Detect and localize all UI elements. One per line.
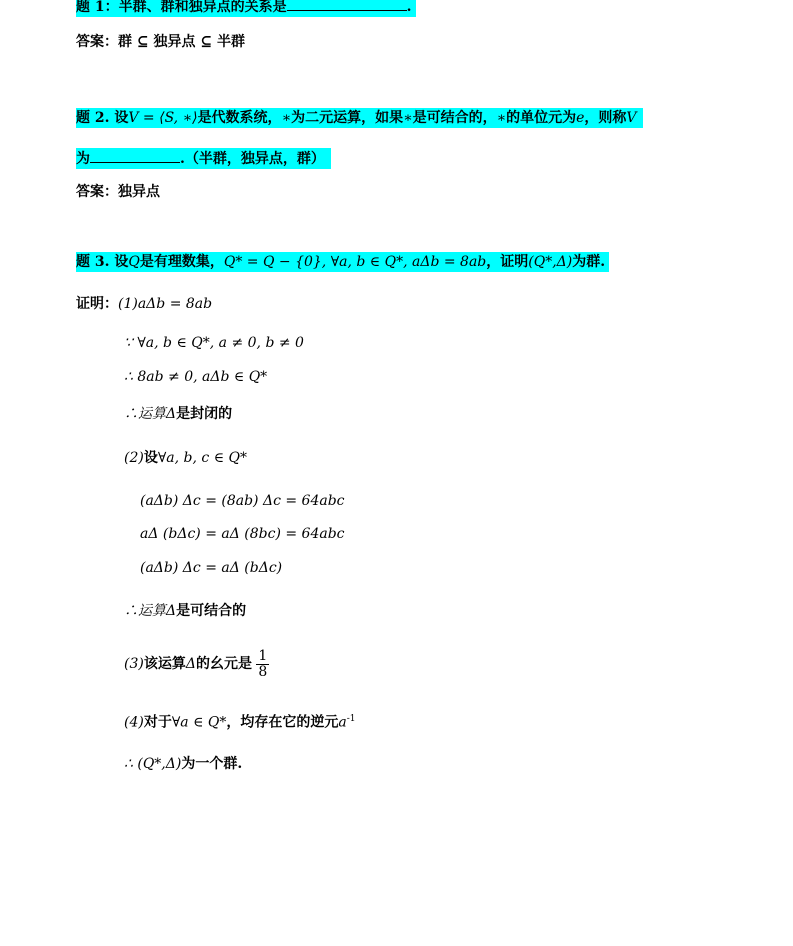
- equation-2: aΔ (bΔc) = aΔ (8bc) = 64abc: [140, 526, 345, 542]
- answer-blank: [287, 0, 407, 11]
- question-1-label: 题 1：: [76, 0, 119, 15]
- answer-2: [76, 182, 160, 202]
- math-expression: (4): [124, 714, 144, 731]
- math-expression: (2): [124, 450, 144, 466]
- math-expression: ∴运算Δ: [124, 603, 177, 619]
- math-expression: ∗: [496, 110, 507, 126]
- math-expression: ∴运算Δ: [124, 406, 177, 422]
- math-expression: ∀a, b, c ∈ Q*: [157, 450, 247, 466]
- proof-step-2: ∵ ∀a, b ∈ Q*, a ≠ 0, b ≠ 0: [124, 335, 304, 351]
- question-2-text: ，则称: [584, 110, 627, 126]
- question-2-text: 为二元运算，如果: [291, 110, 404, 126]
- question-2-highlight-1: [76, 108, 643, 128]
- question-1-highlight: [76, 0, 416, 17]
- math-expression: ∗: [403, 110, 413, 126]
- math-expression: (1)aΔb = 8ab: [118, 296, 213, 312]
- proof-text: ，均存在它的逆元: [226, 714, 339, 731]
- question-3-highlight: [76, 252, 609, 272]
- proof-step-5: [124, 448, 247, 468]
- equation-3: (aΔb) Δc = aΔ (bΔc): [140, 560, 283, 576]
- answer-blank: [90, 148, 180, 163]
- question-1-end: .: [406, 0, 412, 15]
- proof-text: 为一个群.: [181, 756, 243, 772]
- math-expression: Q: [128, 254, 140, 270]
- question-2-highlight-2: [76, 148, 331, 169]
- math-expression: ∗: [281, 110, 292, 126]
- math-expression: e: [576, 110, 585, 126]
- equation-1: (aΔb) Δc = (8ab) Δc = 64abc: [140, 493, 345, 509]
- proof-conclusion: [124, 754, 242, 774]
- answer-1-text: 群 ⊆ 独异点 ⊆ 半群: [118, 34, 245, 50]
- proof-text: 是可结合的: [176, 603, 247, 619]
- math-expression: ∴ (Q*,Δ): [124, 756, 182, 772]
- question-3-text: ，证明: [486, 254, 529, 270]
- fraction-numerator: 1: [258, 647, 268, 664]
- question-2-text: 是可结合的，: [412, 110, 497, 126]
- question-1-text: 半群、群和独异点的关系是: [118, 0, 287, 15]
- math-expression: ∀a ∈ Q*: [171, 714, 227, 731]
- question-2-text: 为: [76, 151, 90, 167]
- math-expression: V = ⟨S, ∗⟩: [128, 110, 198, 126]
- question-3: [76, 252, 609, 272]
- fraction-denominator: 8: [258, 663, 268, 680]
- question-2-line-2: [76, 148, 331, 169]
- question-1: [76, 0, 416, 17]
- proof-label: 证明：: [76, 296, 118, 312]
- proof-text: 的幺元是: [195, 656, 252, 672]
- question-3-text: 设: [114, 254, 129, 270]
- answer-1-label: 答案：: [76, 34, 118, 50]
- question-2-options: .（半群，独异点，群）: [180, 151, 325, 167]
- fraction: [256, 649, 269, 680]
- proof-text: 是封闭的: [176, 406, 233, 422]
- math-expression: V: [626, 110, 637, 126]
- proof-text: 对于: [143, 714, 172, 731]
- question-2-text: 是代数系统，: [197, 110, 282, 126]
- question-2-line-1: [76, 108, 643, 128]
- math-expression: a: [338, 714, 347, 731]
- proof-text: 该运算: [143, 656, 186, 672]
- proof-step-4: [124, 404, 232, 424]
- answer-1: [76, 32, 245, 52]
- proof-step-1: [76, 294, 212, 314]
- proof-step-6: [124, 601, 246, 621]
- answer-2-text: 独异点: [118, 184, 160, 200]
- question-3-text: 是有理数集，: [139, 254, 224, 270]
- proof-step-7: [124, 646, 269, 682]
- math-expression: Δ: [185, 656, 196, 672]
- question-3-label: 题 3.: [76, 254, 110, 270]
- proof-step-3: ∴ 8ab ≠ 0, aΔb ∈ Q*: [124, 369, 268, 385]
- question-2-text: 设: [114, 110, 129, 126]
- proof-text: 设: [143, 450, 158, 466]
- question-2-label: 题 2.: [76, 110, 110, 126]
- proof-step-8: [124, 709, 356, 733]
- math-expression: (Q*,Δ): [528, 254, 573, 270]
- question-2-text: 的单位元为: [506, 110, 577, 126]
- math-expression: Q* = Q − {0}, ∀a, b ∈ Q*, aΔb = 8ab: [223, 254, 487, 270]
- math-expression: (3): [124, 656, 144, 672]
- question-3-text: 为群.: [572, 254, 606, 270]
- answer-2-label: 答案：: [76, 184, 118, 200]
- superscript: -1: [346, 714, 356, 724]
